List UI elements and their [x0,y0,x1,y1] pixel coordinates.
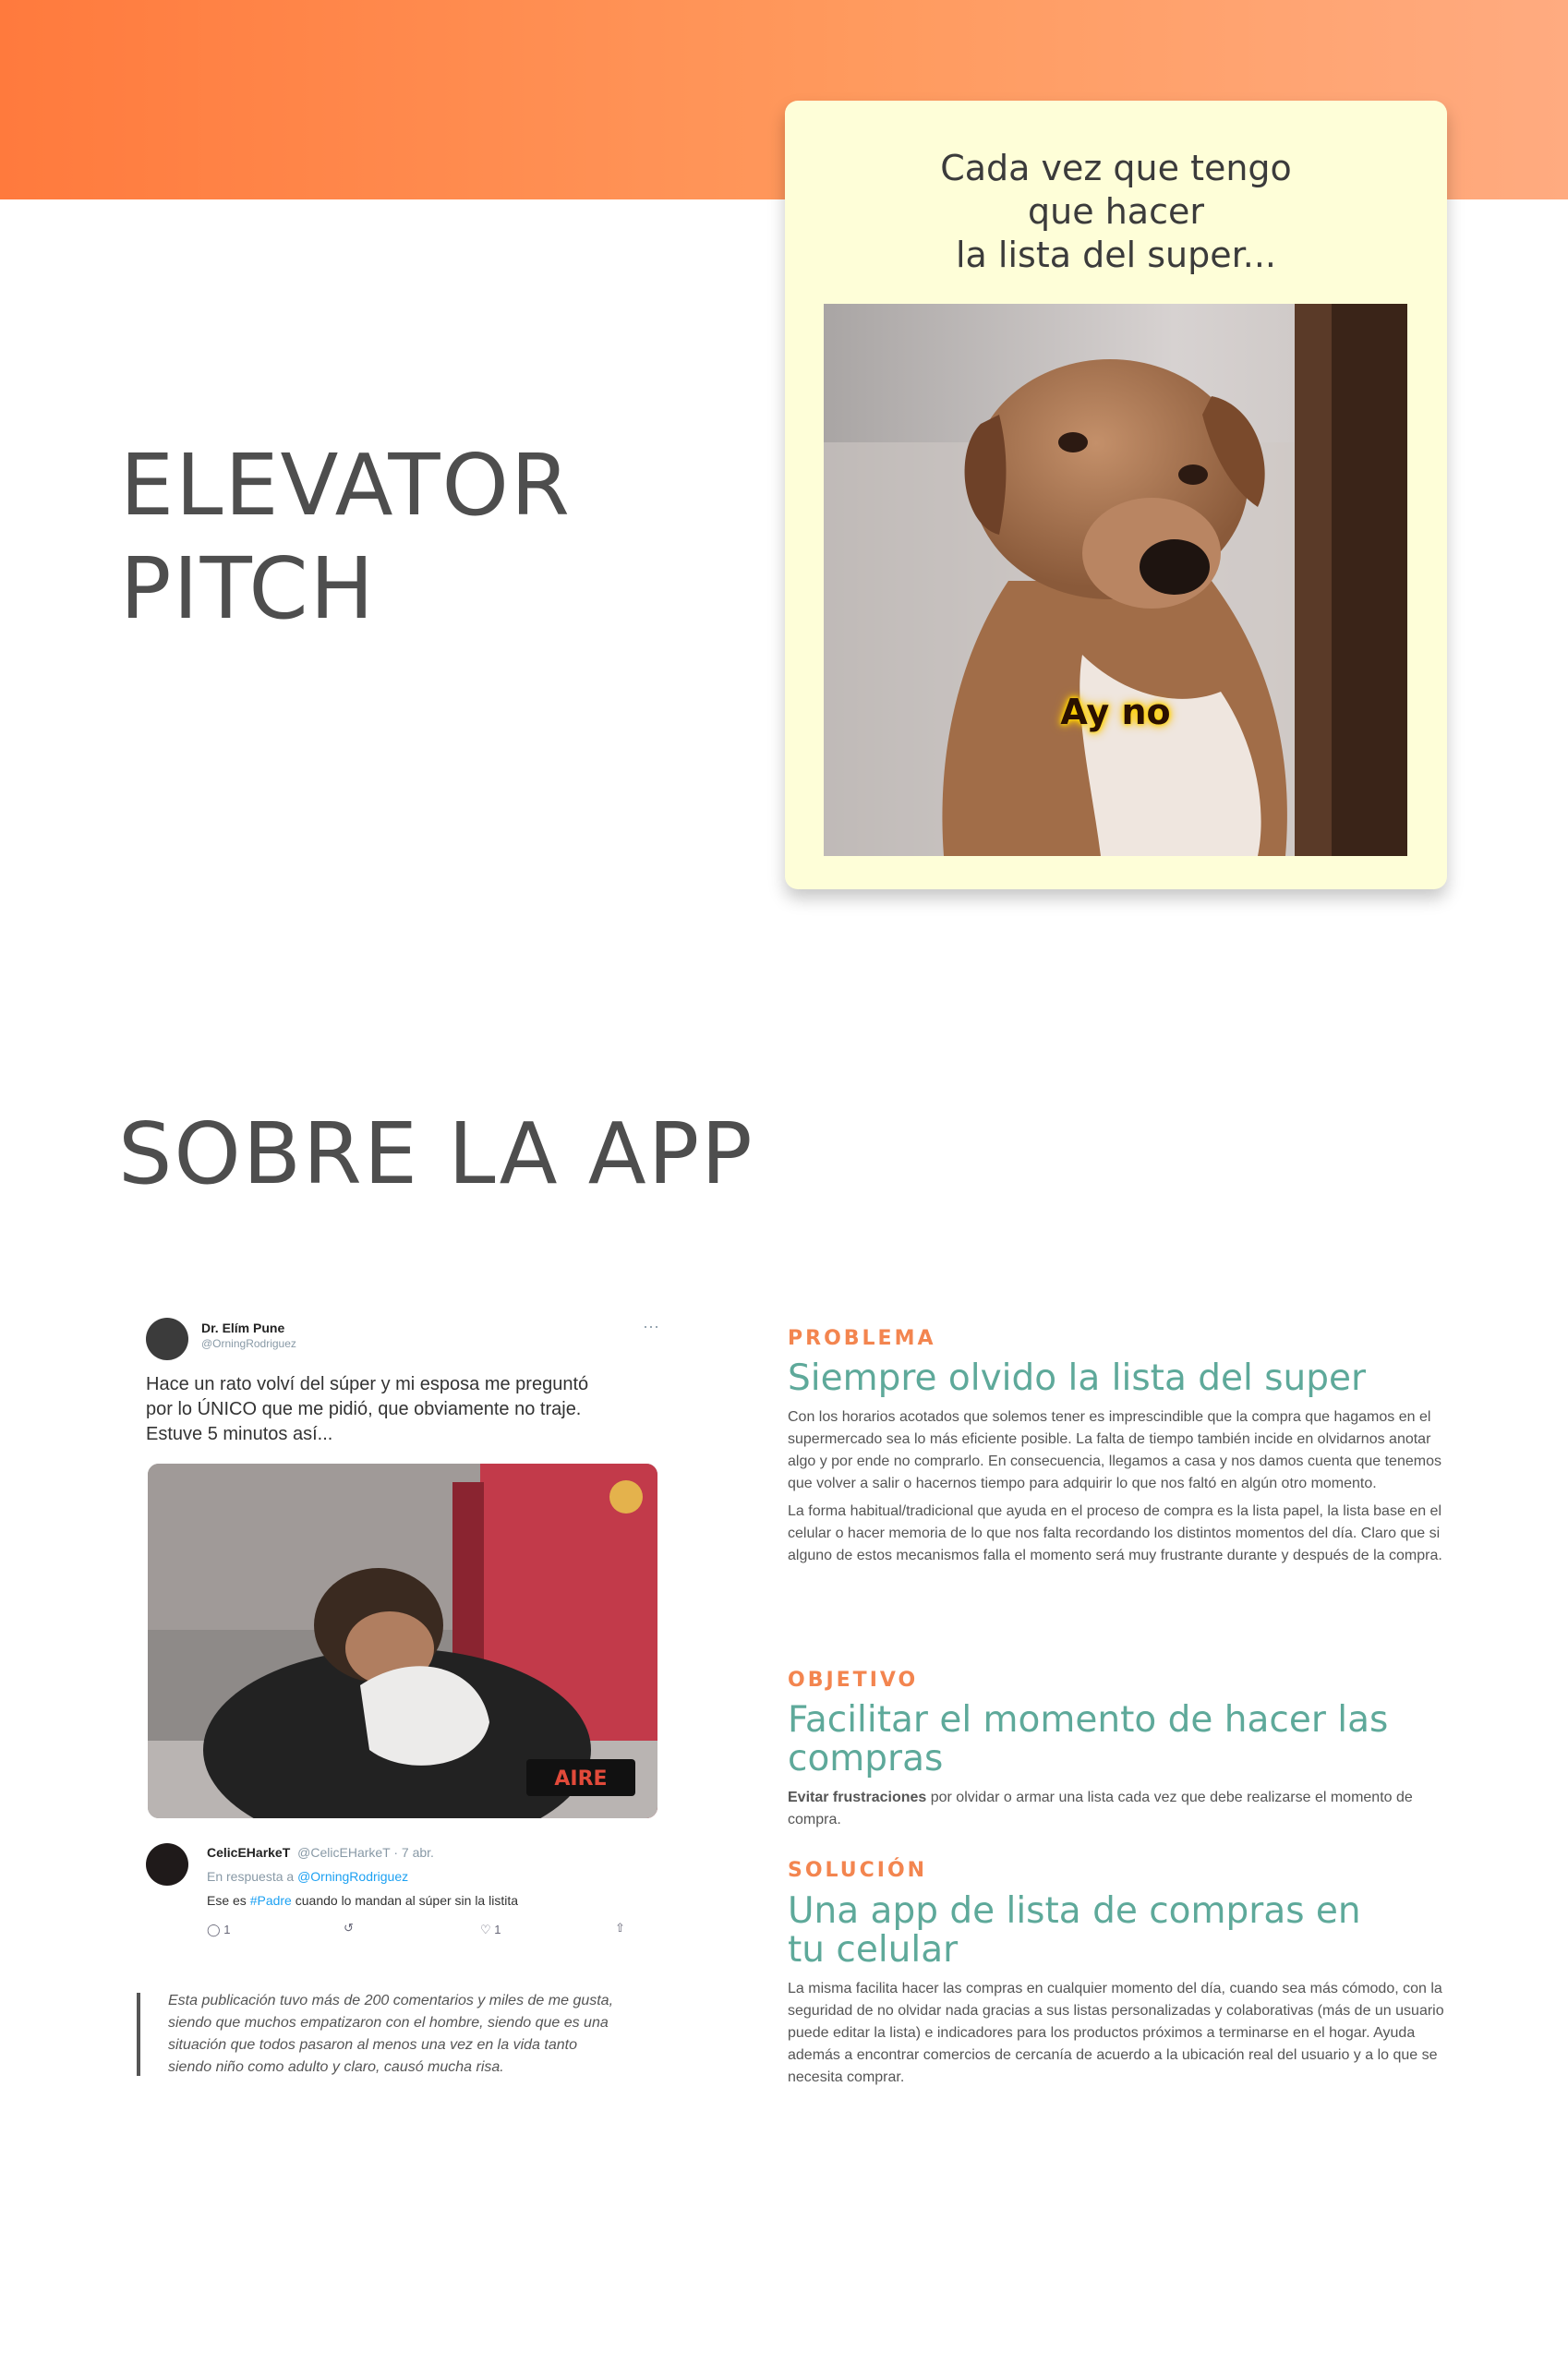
about-app-title: SOBRE LA APP [118,1104,754,1203]
reply-avatar [146,1843,188,1886]
solucion-label: SOLUCIÓN [788,1859,928,1882]
like-count [480,1923,501,1937]
reply-count-value: 1 [223,1923,231,1936]
meme-overlay-text: Ay no [1060,692,1171,732]
objetivo-body [788,1787,1448,1831]
reply-count [207,1923,230,1937]
in-reply-to [207,1869,408,1884]
hashtag-link[interactable]: #Padre [249,1893,292,1908]
problema-paragraph-2: La forma habitual/tradicional que ayuda en el proceso de compra es la lista papel, la lista base en el celular o hacer memoria de lo que nos falta recordando los distintos momentos del día. Claro que si alguno de estos mecanismos falla el momento será muy frustrante durante y después de la compra. [788,1503,1442,1563]
quote-text: Esta publicación tuvo más de 200 comentarios y miles de me gusta, siendo que muchos empatizaron con el hombre, siendo que es una situación que todos pasaron al menos una vez en la vida tanto siendo niño como adulto y claro, causó mucha risa. [168,1993,614,2075]
solucion-heading: Una app de lista de compras en tu celular [788,1890,1361,1971]
more-options-icon: ··· [643,1317,659,1335]
elevator-pitch-title: ELEVATOR PITCH [120,436,572,638]
objetivo-body-bold: Evitar frustraciones [788,1790,927,1805]
problema-heading: Siempre olvido la lista del super [788,1357,1367,1399]
reply-header [207,1845,434,1860]
retweet-icon: ↺ [344,1921,354,1935]
solucion-body: La misma facilita hacer las compras en cualquier momento del día, cuando sea más cómodo, con la seguridad de no olvidar nada gracias a sus listas personalizadas y colaborativas (más de un usuario puede editar la lista) e indicadores para los productos próximos a terminarse en el hogar. Ayuda además a encontrar comercios de cercanía de acuerdo a la ubicación real del usuario y a lo que se necesita comprar. [788,1981,1444,2085]
man-laughing-illustration [148,1464,657,1818]
reply-text [207,1893,518,1908]
objetivo-body-rest: por olvidar o armar una lista cada vez que debe realizarse el momento de compra. [788,1790,1413,1827]
reply-author-name: CelicEHarkeT [207,1845,291,1860]
share-icon: ⇧ [615,1921,625,1935]
avatar [146,1318,188,1360]
quote-bar [137,1993,140,2076]
reply-text-suffix: cuando lo mandan al súper sin la listita [291,1893,519,1908]
dog-illustration [824,304,1407,856]
problema-label: PROBLEMA [788,1327,936,1350]
tweet-screenshot [139,1311,665,1958]
aire-sign: AIRE [554,1767,608,1791]
tweet-photo [148,1464,657,1818]
comment-icon: ◯ [207,1923,221,1936]
dog-meme-photo [824,304,1407,856]
objetivo-heading: Facilitar el momento de hacer las compras [788,1699,1389,1779]
problema-paragraph-1: Con los horarios acotados que solemos tener es imprescindible que la compra que hagamos en el supermercado sea lo más eficiente posible. La falta de tiempo también incide en olvidarnos anotar algo y por ende no comprarlo. En consecuencia, llegamos a casa y nos damos cuenta que tenemos que volver a salir o hacernos tiempo para adquirir lo que nos faltó en algún otro momento. [788,1409,1441,1491]
heart-icon: ♡ [480,1923,491,1936]
reply-handle-time: @CelicEHarkeT · 7 abr. [297,1845,434,1860]
reply-text-prefix: Ese es [207,1893,250,1908]
meme-card [785,101,1447,889]
in-reply-prefix: En respuesta a [207,1869,298,1884]
tweet-text: Hace un rato volví del súper y mi esposa me preguntó por lo ÚNICO que me pidió, que obviamente no traje. Estuve 5 minutos así... [146,1374,589,1444]
tweet-author-name: Dr. Elím Pune [201,1321,285,1335]
tweet-author-handle: @OrningRodriguez [201,1337,296,1350]
problema-body [788,1406,1448,1573]
like-count-value: 1 [494,1923,501,1936]
objetivo-label: OBJETIVO [788,1669,919,1692]
meme-caption: Cada vez que tengo que hacer la lista del super... [940,148,1292,275]
in-reply-handle-link[interactable]: @OrningRodriguez [297,1869,409,1884]
